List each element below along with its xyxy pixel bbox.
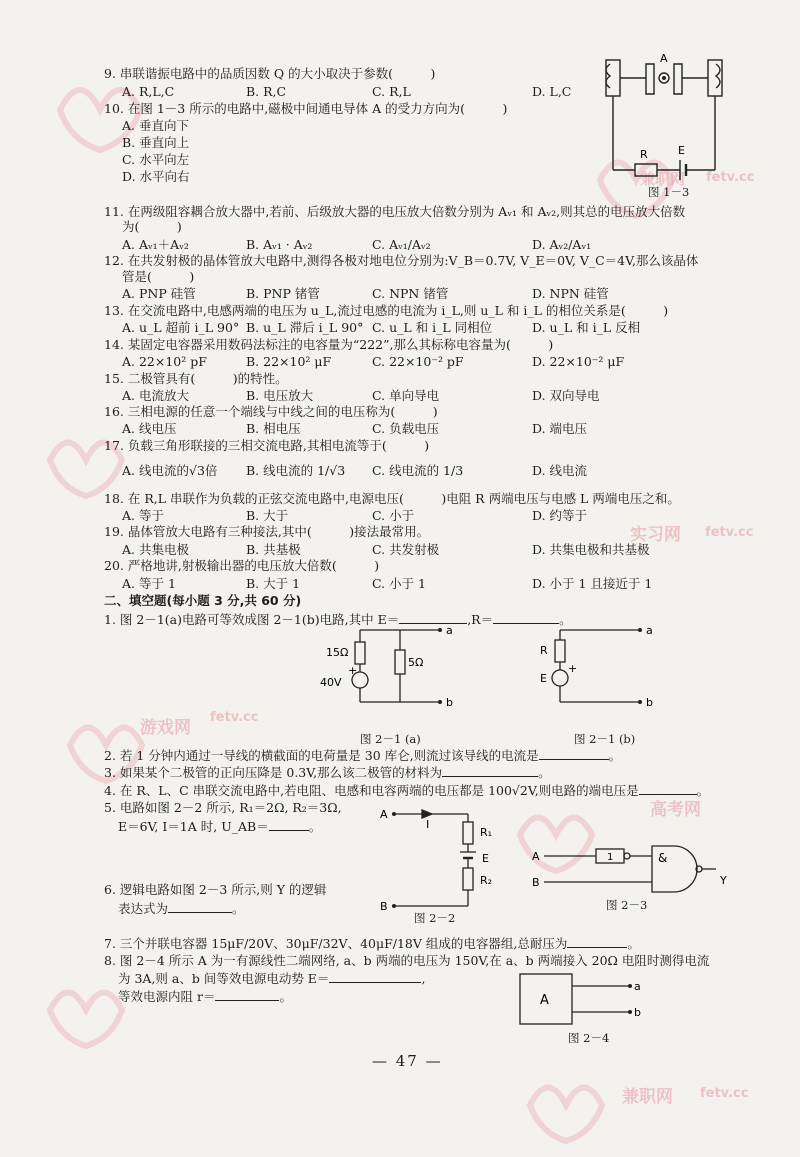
option-a: A. PNP 硅管 xyxy=(122,286,196,301)
option-a: A. 等于 1 xyxy=(122,576,176,591)
option-a: A. 电流放大 xyxy=(122,388,189,403)
label-network-a: A xyxy=(540,993,549,1008)
option-c: C. u_L 和 i_L 同相位 xyxy=(372,320,493,335)
label-a: a xyxy=(446,624,453,637)
answer-blank xyxy=(639,782,697,795)
option-c: C. 水平向左 xyxy=(122,152,190,167)
watermark-text: fetv.cc xyxy=(705,525,754,540)
watermark-text: fetv.cc xyxy=(706,170,755,185)
option-d: D. 水平向右 xyxy=(122,169,190,184)
question-19: 19. 晶体管放大电路有三种接法,其中( )接法最常用。 xyxy=(104,524,430,539)
question-10: 10. 在图 1－3 所示的电路中,磁极中间通电导体 A 的受力方向为( ) xyxy=(104,101,508,116)
fill-question-8: 8. 图 2－4 所示 A 为一有源线性二端网络, a、b 两端的电压为 150V,在 a、b 两端接入 20Ω 电阻时测得电流 xyxy=(104,953,710,968)
option-b: B. u_L 滞后 i_L 90° xyxy=(246,320,364,335)
question-13: 13. 在交流电路中,电感两端的电压为 u_L,流过电感的电流为 i_L,则 u_L 和 i_L 的相位关系是( ) xyxy=(104,303,669,318)
label-a: a xyxy=(634,980,641,993)
fill-question-2: 2. 若 1 分钟内通过一导线的横截面的电荷量是 30 库仑,则流过该导线的电流是 。 xyxy=(104,748,622,763)
question-20: 20. 严格地讲,射极输出器的电压放大倍数( ) xyxy=(104,558,380,573)
label-a-terminal: A xyxy=(380,808,388,821)
label-b-input: B xyxy=(532,876,540,889)
watermark-text: 兼职网 xyxy=(622,1087,673,1107)
figure-caption: 图 2－2 xyxy=(414,911,456,925)
label-e: E xyxy=(482,852,489,865)
fill-question-3: 3. 如果某个二极管的正向压降是 0.3V,那么该二极管的材料为 。 xyxy=(104,765,551,780)
figure-caption: 图 2－3 xyxy=(606,898,648,912)
figure-2-1b xyxy=(530,620,660,720)
option-a: A. 线电流的√3倍 xyxy=(122,463,218,478)
option-d: D. L,C xyxy=(532,84,572,99)
option-a: A. 等于 xyxy=(122,508,164,523)
option-d: D. 线电流 xyxy=(532,463,588,478)
label-plus: + xyxy=(348,664,358,677)
figure-1-3 xyxy=(590,50,740,200)
label-r1: R₁ xyxy=(480,826,493,839)
label-b: b xyxy=(646,696,653,709)
option-c: C. Aᵥ₁/Aᵥ₂ xyxy=(372,237,431,252)
question-12-cont: 管是( ) xyxy=(122,269,195,284)
option-c: C. NPN 锗管 xyxy=(372,286,449,301)
option-c: C. 共发射极 xyxy=(372,542,440,557)
figure-caption: 图 2－4 xyxy=(568,1031,610,1045)
question-15: 15. 二极管具有( )的特性。 xyxy=(104,371,288,386)
label-e: E xyxy=(678,144,685,157)
answer-blank xyxy=(215,988,279,1001)
option-a: A. 垂直向下 xyxy=(122,118,189,133)
option-d: D. 约等于 xyxy=(532,508,588,523)
fill-question-1: 1. 图 2－1(a)电路可等效成图 2－1(b)电路,其中 E＝ ,R＝ 。 xyxy=(104,612,572,627)
label-40v: 40V xyxy=(320,676,342,689)
question-18: 18. 在 R,L 串联作为负载的正弦交流电路中,电源电压( )电阻 R 两端电压与电感 L 两端电压之和。 xyxy=(104,491,680,506)
option-b: B. 垂直向上 xyxy=(122,135,190,150)
option-c: C. 单向导电 xyxy=(372,388,440,403)
label-and-gate: & xyxy=(658,851,668,865)
page-number: — 47 — xyxy=(372,1052,443,1070)
question-16: 16. 三相电源的任意一个端线与中线之间的电压称为( ) xyxy=(104,404,438,419)
option-c: C. 22×10⁻² pF xyxy=(372,354,464,369)
watermark-text: 游戏网 xyxy=(140,718,191,738)
label-5-ohm: 5Ω xyxy=(408,656,424,669)
option-c: C. 线电流的 1/3 xyxy=(372,463,464,478)
label-b: b xyxy=(446,696,453,709)
label-y-output: Y xyxy=(720,874,727,887)
question-9: 9. 串联谐振电路中的品质因数 Q 的大小取决于参数( ) xyxy=(104,66,436,81)
question-17: 17. 负载三角形联接的三相交流电路,其相电流等于( ) xyxy=(104,438,430,453)
answer-blank xyxy=(567,935,627,948)
question-11-cont: 为( ) xyxy=(122,219,182,234)
label-e: E xyxy=(540,672,547,685)
question-11: 11. 在两级阻容耦合放大器中,若前、后级放大器的电压放大倍数分别为 Aᵥ₁ 和 Aᵥ₂,则其总的电压放大倍数 xyxy=(104,204,686,219)
watermark-text: 兼职网 xyxy=(640,170,686,188)
option-c: C. 负载电压 xyxy=(372,421,440,436)
option-b: B. R,C xyxy=(246,84,287,99)
figure-caption: 图 1－3 xyxy=(648,185,690,199)
option-b: B. 电压放大 xyxy=(246,388,314,403)
option-d: D. Aᵥ₂/Aᵥ₁ xyxy=(532,237,592,252)
figure-2-2 xyxy=(376,800,516,920)
label-r: R xyxy=(640,148,648,161)
section-heading: 二、填空题(每小题 3 分,共 60 分) xyxy=(104,593,302,608)
watermark-text: fetv.cc xyxy=(700,1086,749,1101)
question-12: 12. 在共发射极的晶体管放大电路中,测得各极对地电位分别为:V_B＝0.7V, V_E＝0V, V_C＝4V,那么该晶体 xyxy=(104,253,699,268)
option-b: B. Aᵥ₁ · Aᵥ₂ xyxy=(246,237,313,252)
option-b: B. PNP 锗管 xyxy=(246,286,320,301)
option-a: A. Aᵥ₁＋Aᵥ₂ xyxy=(122,237,189,252)
option-d: D. 共集电极和共基极 xyxy=(532,542,650,557)
answer-blank xyxy=(269,818,309,831)
answer-blank xyxy=(329,970,421,983)
option-a: A. 22×10² pF xyxy=(122,354,207,369)
answer-blank xyxy=(442,764,538,777)
option-b: B. 大于 xyxy=(246,508,289,523)
option-a: A. R,L,C xyxy=(122,84,175,99)
question-14: 14. 某固定电容器采用数码法标注的电容量为“222”,那么其标称电容量为( ) xyxy=(104,337,554,352)
label-not-gate: 1 xyxy=(607,852,614,863)
option-a: A. 共集电极 xyxy=(122,542,189,557)
answer-blank xyxy=(168,900,232,913)
label-b: b xyxy=(634,1006,641,1019)
figure-2-3 xyxy=(530,838,740,898)
option-d: D. u_L 和 i_L 反相 xyxy=(532,320,641,335)
option-b: B. 共基极 xyxy=(246,542,301,557)
figure-caption: 图 2－1 (a) xyxy=(360,732,421,746)
option-b: B. 相电压 xyxy=(246,421,301,436)
label-a: A xyxy=(660,52,668,65)
label-r: R xyxy=(540,644,548,657)
figure-caption: 图 2－1 (b) xyxy=(574,732,636,746)
label-plus: + xyxy=(568,662,578,675)
fill-question-8-cont: 为 3A,则 a、b 间等效电源电动势 E＝ , xyxy=(118,971,426,986)
option-c: C. 小于 1 xyxy=(372,576,426,591)
option-d: D. NPN 硅管 xyxy=(532,286,609,301)
figure-2-4 xyxy=(512,970,652,1030)
option-d: D. 端电压 xyxy=(532,421,588,436)
label-b-terminal: B xyxy=(380,900,388,913)
label-a-input: A xyxy=(532,850,540,863)
fill-question-4: 4. 在 R、L、C 串联交流电路中,若电阻、电感和电容两端的电压都是 100√2V,则电路的端电压是 。 xyxy=(104,783,710,798)
option-a: A. u_L 超前 i_L 90° xyxy=(122,320,240,335)
option-b: B. 22×10² μF xyxy=(246,354,332,369)
label-a: a xyxy=(646,624,653,637)
watermark-text: 高考网 xyxy=(650,800,701,820)
option-a: A. 线电压 xyxy=(122,421,177,436)
fill-question-6: 6. 逻辑电路如图 2－3 所示,则 Y 的逻辑 xyxy=(104,882,327,897)
option-c: C. R,L xyxy=(372,84,411,99)
label-15-ohm: 15Ω xyxy=(326,646,349,659)
fill-question-5-cont: E＝6V, I＝1A 时, U_AB＝ 。 xyxy=(118,819,322,834)
figure-2-1a xyxy=(310,620,470,720)
label-r2: R₂ xyxy=(480,874,493,887)
option-d: D. 双向导电 xyxy=(532,388,600,403)
option-c: C. 小于 xyxy=(372,508,415,523)
answer-blank xyxy=(539,747,609,760)
fill-question-8-cont2: 等效电源内阻 r＝ 。 xyxy=(118,989,292,1004)
label-i: I xyxy=(426,818,430,831)
option-b: B. 大于 1 xyxy=(246,576,301,591)
fill-question-6-cont: 表达式为 。 xyxy=(118,901,245,916)
option-d: D. 22×10⁻² μF xyxy=(532,354,625,369)
option-d: D. 小于 1 且接近于 1 xyxy=(532,576,653,591)
option-b: B. 线电流的 1/√3 xyxy=(246,463,346,478)
fill-question-7: 7. 三个并联电容器 15μF/20V、30μF/32V、40μF/18V 组成的电容器组,总耐压为 。 xyxy=(104,936,640,951)
fill-question-5: 5. 电路如图 2－2 所示, R₁＝2Ω, R₂＝3Ω, xyxy=(104,800,342,815)
watermark-text: 实习网 xyxy=(630,525,681,545)
watermark-text: fetv.cc xyxy=(210,710,259,725)
